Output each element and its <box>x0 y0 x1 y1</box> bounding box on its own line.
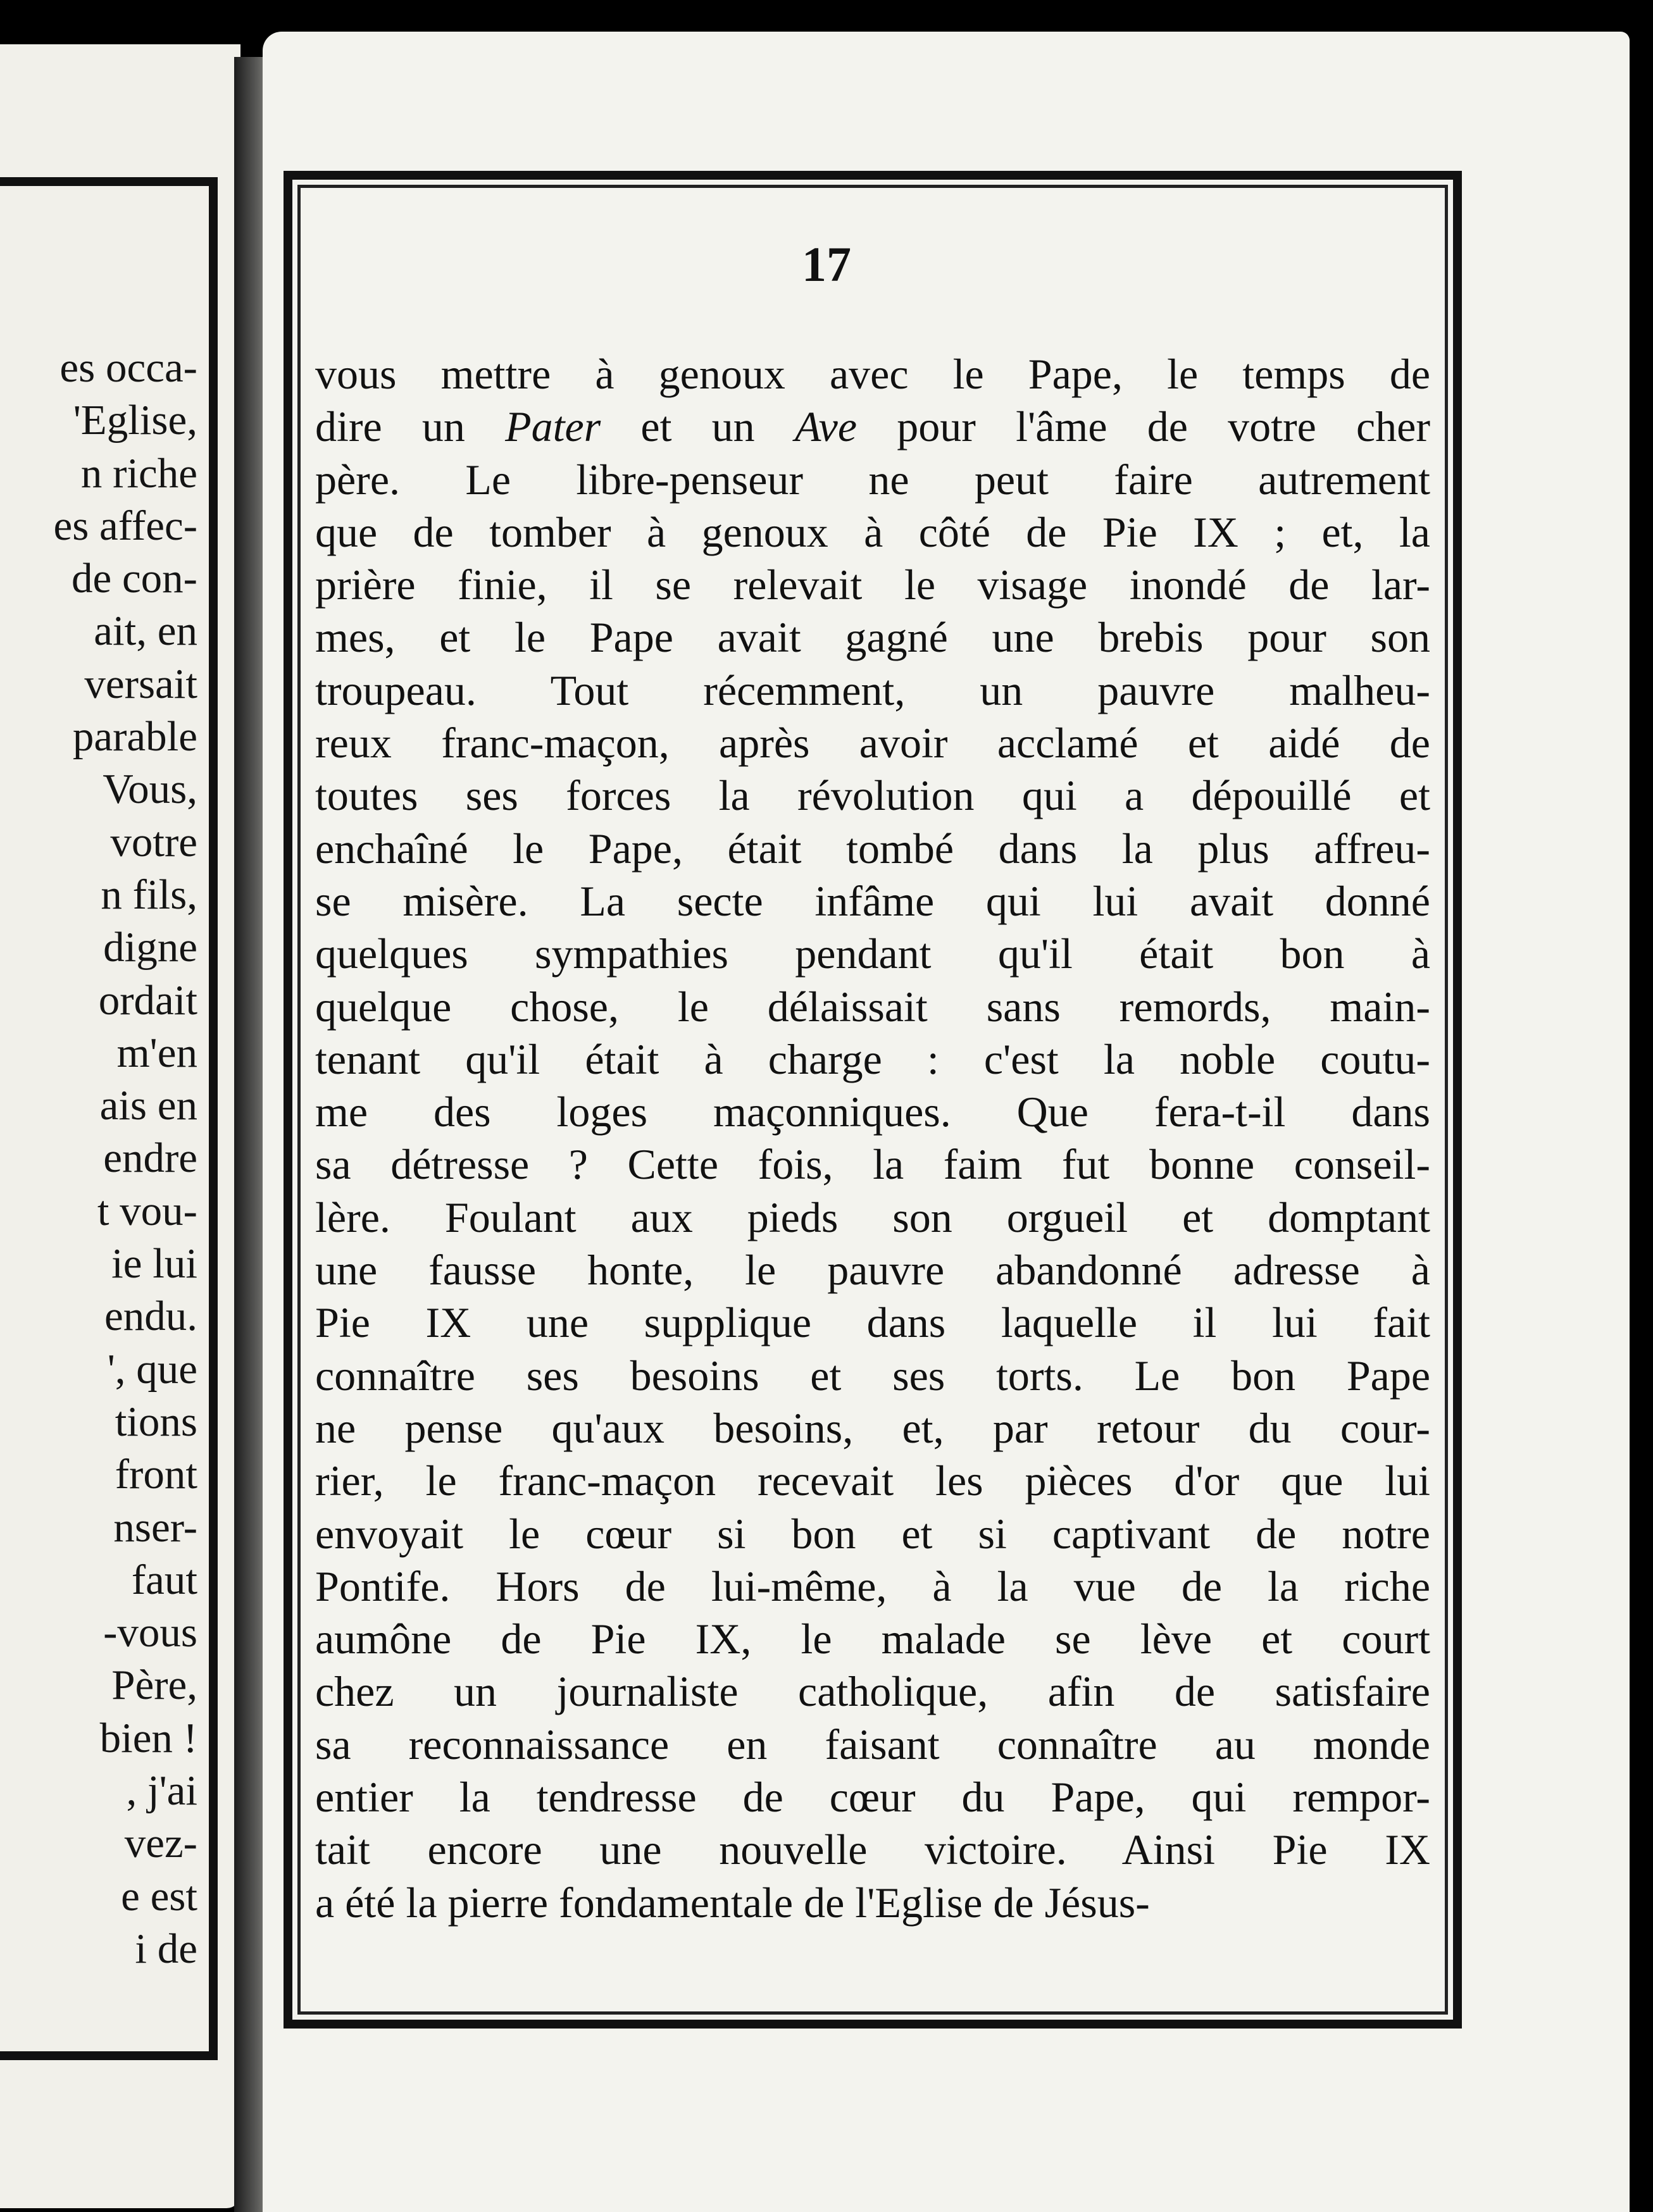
left-text-line: ait, en <box>94 607 197 655</box>
text-line: chez un journaliste catholique, afin de satisfaire <box>315 1667 1430 1716</box>
left-text-line: es occa- <box>59 344 197 391</box>
text-line: enchaîné le Pape, était tombé dans la plus affreu- <box>315 824 1430 873</box>
text-line: se misère. La secte infâme qui lui avait donné <box>315 876 1430 925</box>
left-text-line: votre <box>110 818 197 866</box>
page-number: 17 <box>802 237 851 292</box>
text-line: connaître ses besoins et ses torts. Le bon Pape <box>315 1351 1430 1400</box>
text-line: sa détresse ? Cette fois, la faim fut bonne conseil- <box>315 1140 1430 1189</box>
text-line: père. Le libre-penseur ne peut faire autrement <box>315 455 1430 504</box>
text-line: entier la tendresse de cœur du Pape, qui rempor- <box>315 1773 1430 1822</box>
left-text-line: parable <box>72 713 197 761</box>
right-page-text <box>315 348 1430 1929</box>
left-text-line: ais en <box>99 1082 197 1129</box>
left-text-line: vez- <box>124 1820 197 1867</box>
text-line: lère. Foulant aux pieds son orgueil et domptant <box>315 1193 1430 1241</box>
left-text-line: n fils, <box>101 871 197 918</box>
text-line: aumône de Pie IX, le malade se lève et court <box>315 1615 1430 1663</box>
text-line: Pontife. Hors de lui-même, à la vue de la riche <box>315 1562 1430 1610</box>
left-text-line: ie lui <box>111 1240 197 1288</box>
left-text-line: versait <box>84 660 197 707</box>
left-text-line: de con- <box>71 555 197 602</box>
left-text-line: bien ! <box>99 1714 197 1762</box>
text-line: ne pense qu'aux besoins, et, par retour du cour- <box>315 1403 1430 1452</box>
left-text-line: es affec- <box>53 502 197 549</box>
left-text-line: front <box>115 1451 197 1498</box>
text-line: quelque chose, le délaissait sans remords, main- <box>315 982 1430 1031</box>
text-line: rier, le franc-maçon recevait les pièces d'or que lui <box>315 1457 1430 1505</box>
left-text-line: Vous, <box>103 766 197 813</box>
left-text-line: i de <box>135 1925 197 1972</box>
text-line: que de tomber à genoux à côté de Pie IX ; et, la <box>315 507 1430 556</box>
text-line: mes, et le Pape avait gagné une brebis pour son <box>315 613 1430 662</box>
text-line: a été la pierre fondamentale de l'Eglise de Jésus- <box>315 1878 1150 1927</box>
text-line: reux franc-maçon, après avoir acclamé et aidé de <box>315 719 1430 767</box>
text-line: troupeau. Tout récemment, un pauvre malheu- <box>315 666 1430 714</box>
left-text-line: digne <box>103 924 197 971</box>
left-text-line: e est <box>121 1872 197 1920</box>
left-text-line: tions <box>115 1398 197 1445</box>
text-line: une fausse honte, le pauvre abandonné adresse à <box>315 1246 1430 1295</box>
text-line: me des loges maçonniques. Que fera-t-il dans <box>315 1088 1430 1136</box>
left-text-line: endre <box>103 1134 197 1182</box>
left-text-line: ', que <box>107 1345 197 1393</box>
text-line: tenant qu'il était à charge : c'est la noble coutu- <box>315 1035 1430 1083</box>
left-text-line: Père, <box>111 1662 197 1709</box>
left-text-line: 'Eglise, <box>73 397 197 444</box>
left-text-line: , j'ai <box>126 1767 197 1815</box>
left-text-line: n riche <box>80 449 197 497</box>
left-text-line: -vous <box>103 1609 197 1656</box>
left-text-line: t vou- <box>97 1187 197 1234</box>
text-line: vous mettre à genoux avec le Pape, le temps de <box>315 350 1430 398</box>
text-line: toutes ses forces la révolution qui a dépouillé et <box>315 771 1430 820</box>
text-line: tait encore une nouvelle victoire. Ainsi Pie IX <box>315 1825 1430 1874</box>
left-text-line: nser- <box>113 1503 197 1551</box>
text-line: sa reconnaissance en faisant connaître au monde <box>315 1720 1430 1768</box>
text-line: quelques sympathies pendant qu'il était bon à <box>315 929 1430 978</box>
text-line: Pie IX une supplique dans laquelle il lui fait <box>315 1298 1430 1347</box>
text-line: prière finie, il se relevait le visage inondé de lar- <box>315 561 1430 609</box>
left-text-line: faut <box>131 1556 197 1603</box>
left-text-line: ordait <box>98 976 197 1024</box>
text-line: envoyait le cœur si bon et si captivant de notre <box>315 1509 1430 1558</box>
left-text-line: endu. <box>104 1293 197 1340</box>
text-line: dire un Pater et un Ave pour l'âme de votre cher <box>315 402 1431 451</box>
left-text-line: m'en <box>116 1029 197 1076</box>
left-page-text <box>0 342 197 1975</box>
